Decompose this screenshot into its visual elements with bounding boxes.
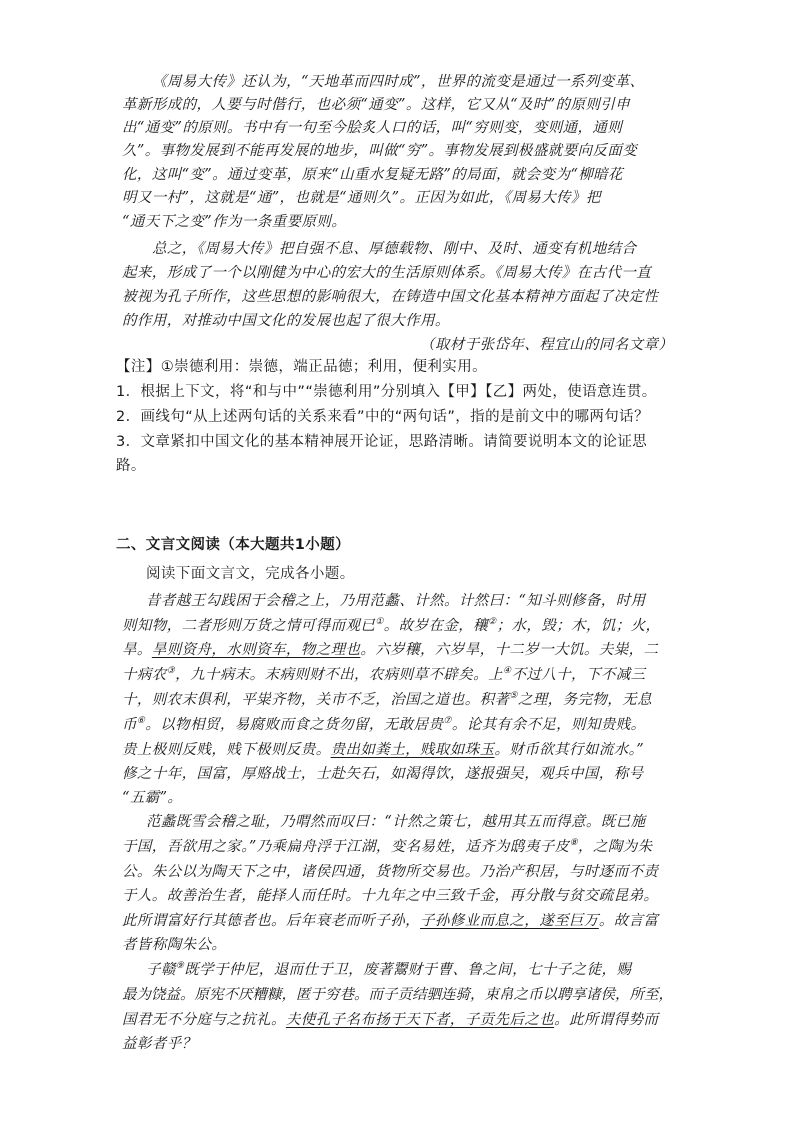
- classical-line-16: 子赣⑨既学于仲尼，退而仕于卫，废著鬻财于曹、鲁之间，七十子之徒，赐: [146, 961, 632, 978]
- underlined-sentence-1: 旱则资舟，水则资车，物之理也: [151, 642, 361, 658]
- classical-line-18: 国君无不分庭与之抗礼。夫使孔子名布扬于天下者，子贡先后之也。此所谓得势而: [122, 1012, 659, 1028]
- question-3: 3．文章紧扣中国文化的基本精神展开论证，思路清晰。请简要说明本文的论证思: [116, 434, 648, 450]
- passage-line-3: 出“通变”的原则。书中有一句至今脍炙人口的话，叫“穷则变，变则通，通则: [122, 120, 623, 136]
- passage-line-4: 久”。事物发展到不能再发展的地步，叫做“穷”。事物发展到极盛就要向反面变: [122, 143, 638, 159]
- classical-line-2: 则知物，二者形则万货之情可得而观已①。故岁在金，穰②；水，毁；木，饥；火，: [122, 617, 661, 634]
- classical-line-8: 修之十年，国富，厚赂战士，士赴矢石，如渴得饮，遂报强吴，观兵中国，称号: [122, 766, 644, 782]
- passage-line-5: 化，这叫“变”。通过变革，原来“山重水复疑无路”的局面，就会变为“柳暗花: [122, 167, 623, 183]
- classical-line-5: 十，则农末俱利，平粜齐物，关市不乏，治国之道也。积著⑤之理，务完物，无息: [122, 691, 652, 708]
- classical-line-13: 于人。故善治生者，能择人而任时。十九年之中三致千金，再分散与贫交疏昆弟。: [122, 888, 659, 904]
- classical-line-9: “五霸”。: [122, 790, 183, 806]
- section-instruction: 阅读下面文言文，完成各小题。: [146, 566, 355, 582]
- passage-line-11: 的作用，对推动中国文化的发展也起了很大作用。: [122, 313, 450, 329]
- passage-line-7: “通天下之变”作为一条重要原则。: [122, 214, 347, 230]
- classical-line-6: 币⑥。以物相贸，易腐败而食之货勿留，无敢居贵⑦。论其有余不足，则知贵贱。: [122, 716, 646, 733]
- classical-line-3: 旱。旱则资舟，水则资车，物之理也。六岁穰，六岁旱，十二岁一大饥。夫粜，二: [122, 642, 659, 658]
- classical-line-1: 昔者越王勾践困于会稽之上，乃用范蠡、计然。计然曰：“知斗则修备，时用: [146, 593, 646, 609]
- question-3-continued: 路。: [116, 458, 146, 474]
- classical-line-14: 此所谓富好行其德者也。后年衰老而听子孙，子孙修业而息之，遂至巨万。故言富: [122, 913, 659, 929]
- classical-line-11: 于国，吾欲用之家。”乃乘扁舟浮于江湖，变名易姓，适齐为鸱夷子皮⑧，之陶为朱: [122, 838, 653, 855]
- classical-line-19: 益彰者乎？: [122, 1036, 197, 1052]
- section-heading: 二、文言文阅读（本大题共1小题）: [116, 537, 350, 553]
- classical-line-7: 贵上极则反贱，贱下极则反贵。贵出如粪土，贱取如珠玉。财币欲其行如流水。”: [122, 742, 645, 758]
- underlined-sentence-2: 贵出如粪土，贱取如珠玉: [330, 742, 495, 758]
- classical-line-10: 范蠡既雪会稽之耻，乃喟然而叹曰：“计然之策七，越用其五而得意。既已施: [146, 814, 646, 830]
- annotation-note: 【注】①崇德利用：崇德，端正品德；利用，便利实用。: [116, 359, 487, 375]
- classical-line-15: 者皆称陶朱公。: [122, 937, 227, 953]
- underlined-sentence-3: 子孙修业而息之，遂至巨万: [420, 913, 599, 929]
- question-2: 2．画线句“从上述两句话的关系来看”中的“两句话”，指的是前文中的哪两句话？: [116, 409, 649, 425]
- classical-line-4: 十病农③，九十病末。末病则财不出，农病则草不辟矣。上④不过八十，下不减三: [122, 666, 646, 683]
- passage-line-6: 明又一村”，这就是“通”，也就是“通则久”。正因为如此，《周易大传》把: [122, 190, 601, 206]
- passage-line-2: 革新形成的，人要与时偕行，也必须“通变”。这样，它又从“及时”的原则引申: [122, 97, 631, 113]
- passage-line-1: 《周易大传》还认为，“天地革而四时成”，世界的流变是通过一系列变革、: [152, 74, 645, 90]
- classical-line-17: 最为饶益。原宪不厌糟糠，匿于穷巷。而子贡结驷连骑，束帛之币以聘享诸侯，所至，: [122, 987, 673, 1003]
- passage-line-9: 起来，形成了一个以刚健为中心的宏大的生活原则体系。《周易大传》在古代一直: [122, 265, 652, 281]
- passage-line-10: 被视为孔子所作，这些思想的影响很大，在铸造中国文化基本精神方面起了决定性: [122, 289, 659, 305]
- source-citation: （取材于张岱年、程宜山的同名文章）: [420, 337, 674, 353]
- question-1: 1．根据上下文，将“和与中”“崇德利用”分别填入【甲】【乙】两处，使语意连贯。: [116, 384, 657, 400]
- passage-line-8: 总之，《周易大传》把自强不息、厚德载物、刚中、及时、通变有机地结合: [152, 241, 637, 257]
- underlined-sentence-4: 夫使孔子名布扬于天下者，子贡先后之也: [285, 1012, 555, 1028]
- classical-line-12: 公。朱公以为陶天下之中，诸侯四通，货物所交易也。乃治产积居，与时逐而不责: [122, 864, 659, 880]
